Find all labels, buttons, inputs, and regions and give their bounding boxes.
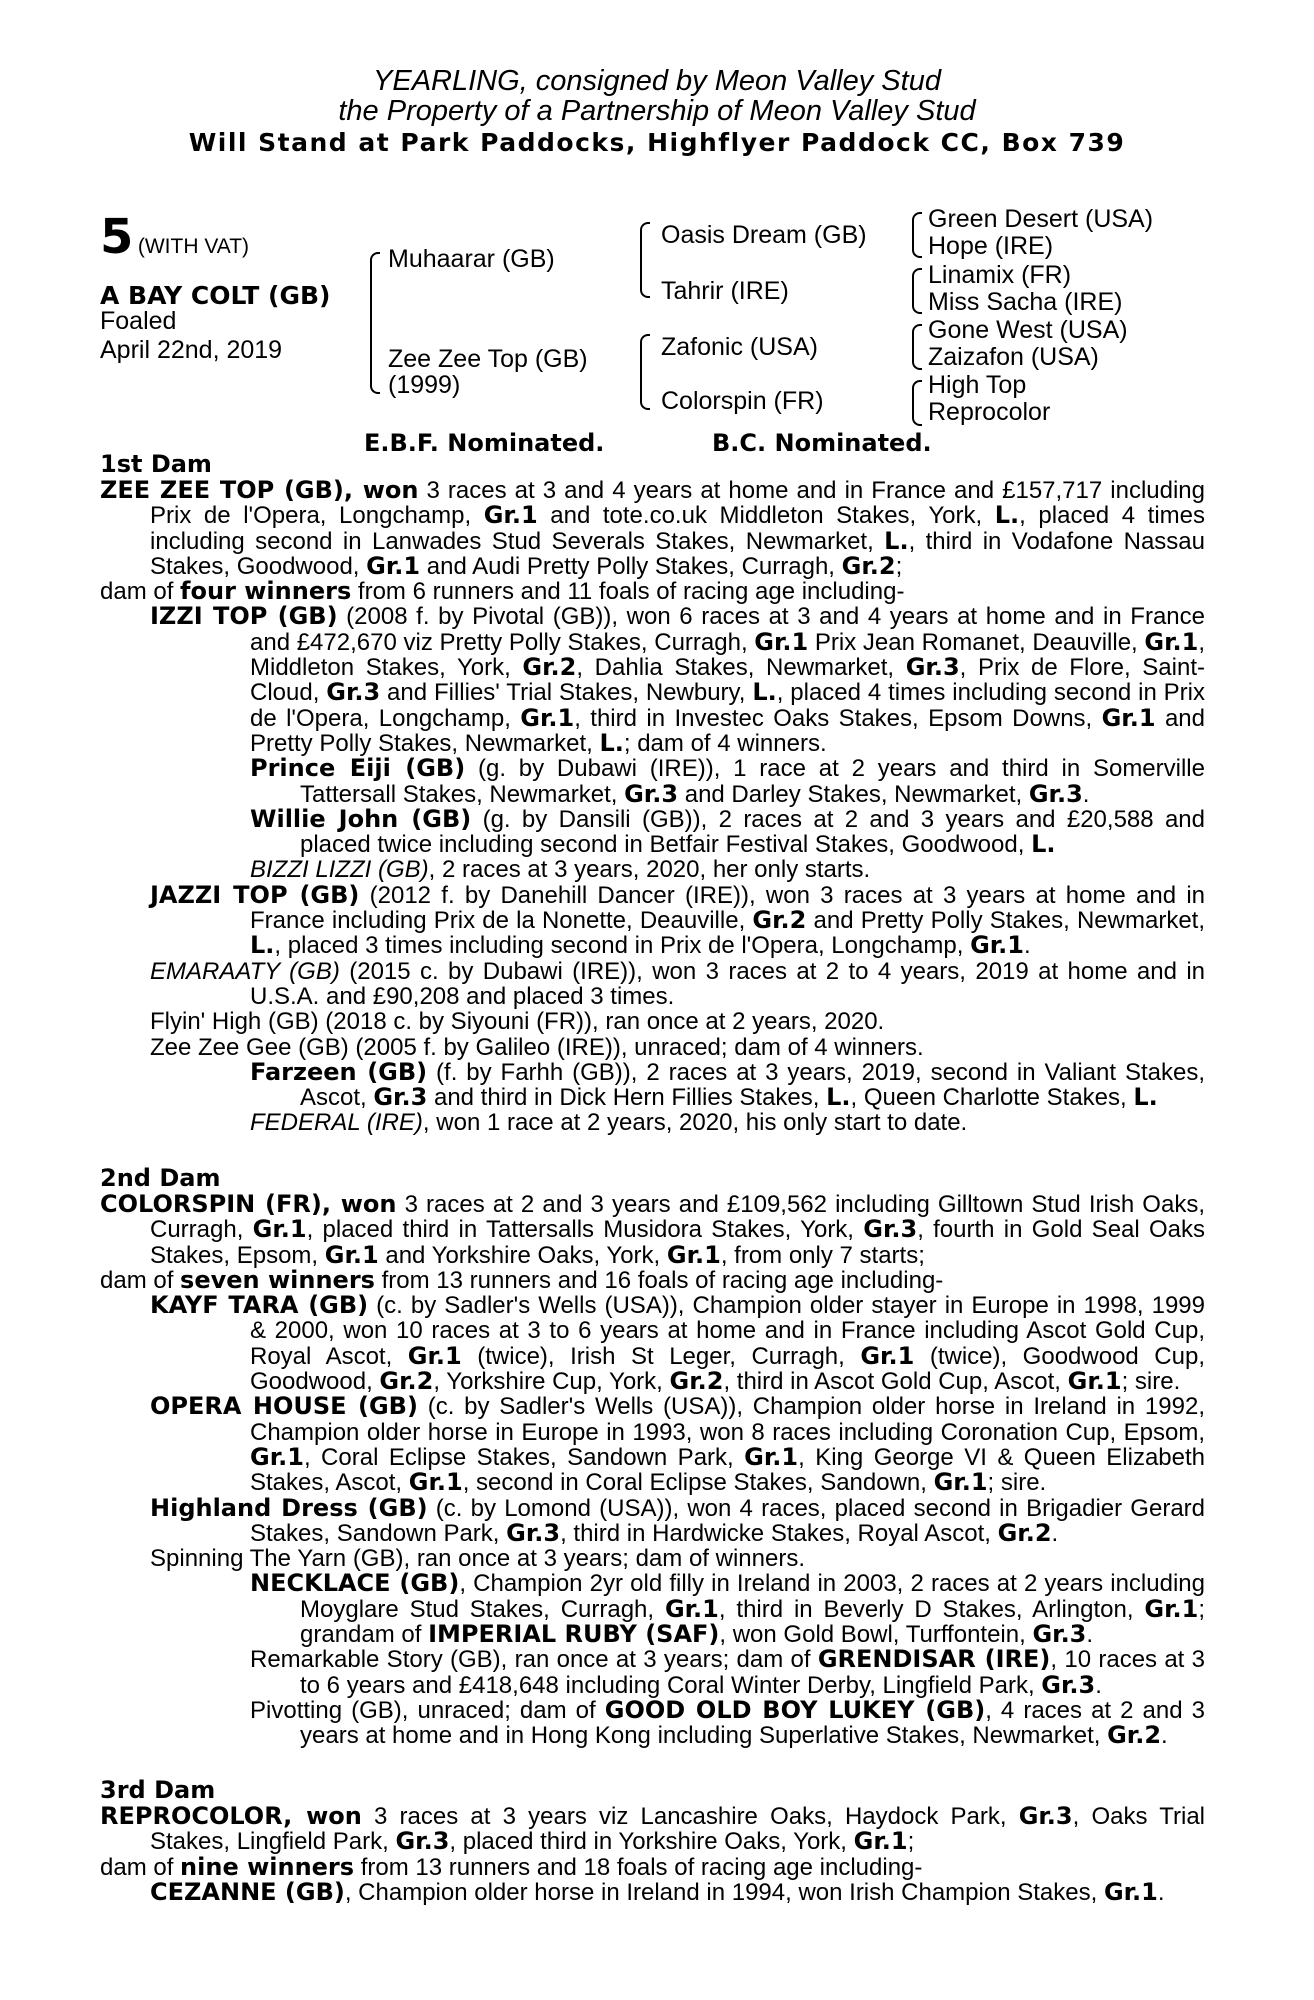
lot-vat: (WITH VAT) [137, 235, 250, 258]
first-dam-para: ZEE ZEE TOP (GB), won 3 races at 3 and 4 years at home and in France and £157,717 including Prix de l'Opera, Longchamp, Gr.1 and tote.co.uk Middleton Stakes, York, L., placed 4 times including second in Lanwades Stud Severals Stakes, Newmarket, L., third in Vodafone Nassau Stakes, Goodwood, Gr.1 and Audi Pretty Polly Stakes, Curragh, Gr.2; [100, 476, 1206, 580]
nomination-bc: B.C. Nominated. [712, 429, 932, 457]
pedigree-dam-sire: Zafonic (USA) [661, 333, 818, 361]
pedigree-bracket-3a [912, 212, 922, 258]
lot-title: A BAY COLT (GB) [100, 281, 331, 310]
produce-bizzi-lizzi: BIZZI LIZZI (GB), 2 races at 3 years, 2020, her only starts. [250, 856, 871, 884]
second-dam-dam-of: dam of seven winners from 13 runners and 16 foals of racing age including- [100, 1265, 944, 1294]
pedigree-ggp-1: Green Desert (USA) [928, 205, 1154, 233]
pedigree-dam-year: (1999) [388, 371, 461, 399]
pedigree-dam-dam: Colorspin (FR) [661, 387, 824, 415]
produce-izzi-top: IZZI TOP (GB) (2008 f. by Pivotal (GB)), won 6 races at 3 and 4 years at home and in France and £472,670 viz Pretty Polly Stakes, Curragh, Gr.1 Prix Jean Romanet, Deauville, Gr.1, Middleton Stakes, York, Gr.2, Dahlia Stakes, Newmarket, Gr.3, Prix de Flore, Saint-Cloud, Gr.3 and Fillies' Trial Stakes, Newbury, L., placed 4 times including second in Prix de l'Opera, Longchamp, Gr.1, third in Investec Oaks Stakes, Epsom Downs, Gr.1 and Pretty Polly Stakes, Newmarket, L.; dam of 4 winners. [150, 602, 1206, 757]
produce-cezanne: CEZANNE (GB), Champion older horse in Ireland in 1994, won Irish Champion Stakes, Gr.1. [150, 1877, 1165, 1906]
pedigree-ggp-3: Linamix (FR) [928, 261, 1072, 289]
pedigree-ggp-5: Gone West (USA) [928, 316, 1128, 344]
pedigree-sire-sire: Oasis Dream (GB) [661, 221, 867, 249]
produce-spinning-the-yarn: Spinning The Yarn (GB), ran once at 3 years; dam of winners. [150, 1545, 806, 1573]
second-dam-text [100, 1192, 1205, 1749]
pedigree-dam: Zee Zee Top (GB) [388, 345, 588, 373]
produce-willie-john: Willie John (GB) (g. by Dansili (GB)), 2 races at 2 and 3 years and £20,588 and placed twice including second in Betfair Festival Stakes, Goodwood, L. [250, 804, 1205, 859]
third-dam-dam-of: dam of nine winners from 13 runners and 18 foals of racing age including- [100, 1852, 923, 1881]
first-dam-text [100, 478, 1205, 1136]
pedigree-bracket-3c [912, 324, 922, 370]
produce-farzeen: Farzeen (GB) (f. by Farhh (GB)), 2 races at 3 years, 2019, second in Valiant Stakes, Ascot, Gr.3 and third in Dick Hern Fillies Stakes, L., Queen Charlotte Stakes, L. [250, 1057, 1205, 1112]
pedigree-ggp-2: Hope (IRE) [928, 232, 1054, 260]
produce-necklace: NECKLACE (GB), Champion 2yr old filly in Ireland in 2003, 2 races at 2 years including Moyglare Stud Stakes, Curragh, Gr.1, third in Beverly D Stakes, Arlington, Gr.1; grandam of IMPERIAL RUBY (SAF), won Gold Bowl, Turffontein, Gr.3. [250, 1569, 1205, 1649]
header-line-1: YEARLING, consigned by Meon Valley Stud [373, 65, 941, 97]
third-dam-heading: 3rd Dam [100, 1776, 216, 1804]
header-line-3: Will Stand at Park Paddocks, Highflyer Paddock CC, Box 739 [188, 128, 1126, 157]
produce-zee-zee-gee: Zee Zee Gee (GB) (2005 f. by Galileo (IRE)), unraced; dam of 4 winners. [150, 1033, 924, 1061]
produce-opera-house: OPERA HOUSE (GB) (c. by Sadler's Wells (USA)), Champion older horse in Ireland in 1992, Champion older horse in Europe in 1993, won 8 races including Coronation Cup, Epsom, Gr.1, Coral Eclipse Stakes, Sandown Park, Gr.1, King George VI & Queen Elizabeth Stakes, Ascot, Gr.1, second in Coral Eclipse Stakes, Sandown, Gr.1; sire. [150, 1392, 1206, 1497]
pedigree-bracket-1 [370, 252, 380, 394]
pedigree-bracket-2a [640, 222, 650, 298]
pedigree-sire: Muhaarar (GB) [388, 245, 555, 273]
header-line-2: the Property of a Partnership of Meon Valley Stud [338, 95, 976, 127]
produce-emaraaty: EMARAATY (GB) (2015 c. by Dubawi (IRE)), won 3 races at 2 to 4 years, 2019 at home and in U.S.A. and £90,208 and placed 3 times. [150, 957, 1206, 1010]
third-dam-text [100, 1804, 1205, 1905]
nomination-ebf: E.B.F. Nominated. [364, 429, 605, 457]
second-dam-para: COLORSPIN (FR), won 3 races at 2 and 3 years and £109,562 including Gilltown Stud Irish Oaks, Curragh, Gr.1, placed third in Tattersalls Musidora Stakes, York, Gr.3, fourth in Gold Seal Oaks Stakes, Epsom, Gr.1 and Yorkshire Oaks, York, Gr.1, from only 7 starts; [100, 1190, 1206, 1269]
pedigree-bracket-2b [640, 334, 650, 410]
first-dam-name: ZEE ZEE TOP (GB), won [100, 476, 419, 504]
pedigree-ggp-7: High Top [928, 371, 1027, 399]
produce-prince-eiji: Prince Eiji (GB) (g. by Dubawi (IRE)), 1 race at 2 years and third in Somerville Tattersall Stakes, Newmarket, Gr.3 and Darley Stakes, Newmarket, Gr.3. [250, 754, 1205, 808]
pedigree-bracket-3d [912, 380, 922, 426]
first-dam-heading: 1st Dam [100, 450, 212, 478]
second-dam-heading: 2nd Dam [100, 1164, 221, 1192]
produce-highland-dress: Highland Dress (GB) (c. by Lomond (USA)), won 4 races, placed second in Brigadier Gerard Stakes, Sandown Park, Gr.3, third in Hardwicke Stakes, Royal Ascot, Gr.2. [150, 1493, 1206, 1547]
pedigree-ggp-8: Reprocolor [928, 398, 1051, 426]
foaled-label: Foaled [100, 307, 177, 335]
first-dam-dam-of: dam of four winners from 6 runners and 11 foals of racing age including- [100, 577, 905, 606]
pedigree-ggp-4: Miss Sacha (IRE) [928, 288, 1123, 316]
produce-kayf-tara: KAYF TARA (GB) (c. by Sadler's Wells (USA)), Champion older stayer in Europe in 1998, 1999 & 2000, won 10 races at 3 to 6 years at home and in France including Ascot Gold Cup, Royal Ascot, Gr.1 (twice), Irish St Leger, Curragh, Gr.1 (twice), Goodwood Cup, Goodwood, Gr.2, Yorkshire Cup, York, Gr.2, third in Ascot Gold Cup, Ascot, Gr.1; sire. [150, 1291, 1206, 1396]
pedigree-sire-dam: Tahrir (IRE) [661, 277, 789, 305]
produce-federal: FEDERAL (IRE), won 1 race at 2 years, 2020, his only start to date. [250, 1109, 968, 1137]
third-dam-para: REPROCOLOR, won 3 races at 3 years viz Lancashire Oaks, Haydock Park, Gr.3, Oaks Trial Stakes, Lingfield Park, Gr.3, placed third in Yorkshire Oaks, York, Gr.1; [100, 1802, 1205, 1856]
lot-number-block [100, 209, 250, 265]
pedigree-ggp-6: Zaizafon (USA) [928, 343, 1099, 371]
pedigree-bracket-3b [912, 268, 922, 314]
produce-pivotting: Pivotting (GB), unraced; dam of GOOD OLD BOY LUKEY (GB), 4 races at 2 and 3 years at home and in Hong Kong including Superlative Stakes, Newmarket, Gr.2. [250, 1695, 1205, 1750]
produce-flyin-high: Flyin' High (GB) (2018 c. by Siyouni (FR)), ran once at 2 years, 2020. [150, 1008, 885, 1036]
produce-jazzi-top: JAZZI TOP (GB) (2012 f. by Danehill Dancer (IRE)), won 3 races at 3 years at home and in France including Prix de la Nonette, Deauville, Gr.2 and Pretty Polly Stakes, Newmarket, L., placed 3 times including second in Prix de l'Opera, Longchamp, Gr.1. [150, 880, 1205, 960]
lot-number: 5 [100, 209, 134, 265]
foaled-date: April 22nd, 2019 [100, 336, 283, 364]
produce-remarkable-story: Remarkable Story (GB), ran once at 3 years; dam of GRENDISAR (IRE), 10 races at 3 to 6 years and £418,648 including Coral Winter Derby, Lingfield Park, Gr.3. [250, 1645, 1205, 1699]
